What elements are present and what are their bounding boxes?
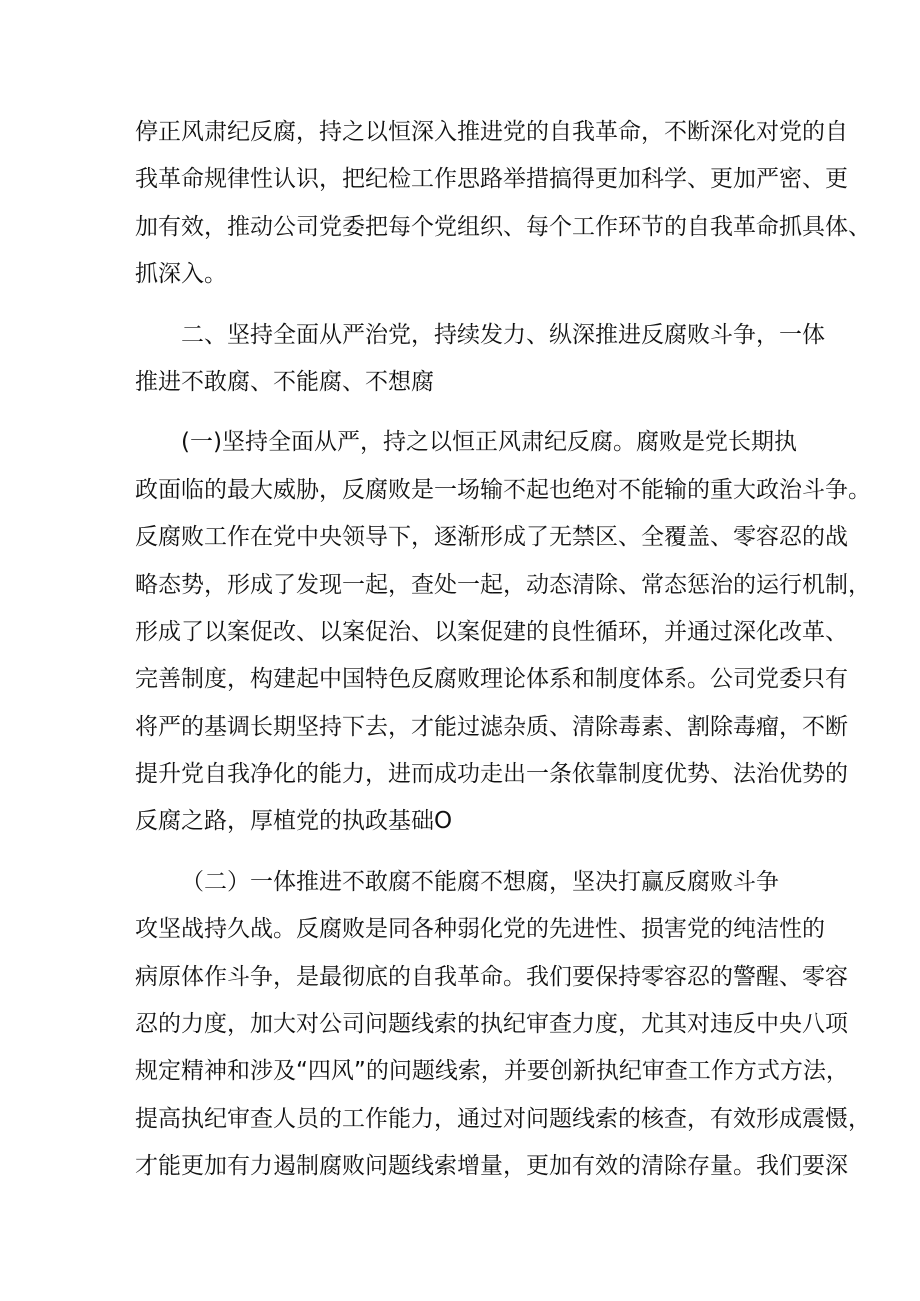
text-line: 政面临的最大威胁，反腐败是一场输不起也绝对不能输的重大政治斗争。: [135, 476, 871, 503]
text-line: 完善制度，构建起中国特色反腐败理论体系和制度体系。公司党委只有: [135, 666, 848, 693]
paragraph-gap: [135, 406, 795, 419]
text-line: (一)坚持全面从严，持之以恒正风肃纪反腐。腐败是党长期执: [181, 429, 797, 456]
text-line: 反腐败工作在党中央领导下，逐渐形成了无禁区、全覆盖、零容忍的战: [135, 524, 848, 551]
text-line: 提升党自我净化的能力，进而成功走出一条依靠制度优势、法治优势的: [135, 761, 848, 788]
text-line: （二）一体推进不敢腐不能腐不想腐，坚决打赢反腐败斗争: [181, 868, 779, 895]
text-line: 形成了以案促改、以案促治、以案促建的良性循环，并通过深化改革、: [135, 618, 848, 645]
text-line: 反腐之路，厚植党的执政基础O: [135, 808, 453, 835]
paragraph-gap: [135, 846, 795, 859]
text-line: 规定精神和涉及“四风”的问题线索，并要创新执纪审查工作方式方法，: [135, 1058, 849, 1085]
paragraph-continued: [135, 109, 871, 299]
text-line: 推进不敢腐、不能腐、不想腐: [135, 368, 434, 395]
paragraph-subsection-2: [135, 859, 871, 1191]
paragraph-subsection-1: [135, 419, 871, 846]
text-line: 停正风肃纪反腐，持之以恒深入推进党的自我革命，不断深化对党的自: [135, 119, 848, 145]
text-line: 攻坚战持久战。反腐败是同各种弱化党的先进性、损害党的纯洁性的: [135, 916, 825, 943]
text-line: 才能更加有力遏制腐败问题线索增量，更加有效的清除存量。我们要深: [135, 1153, 848, 1180]
document-body: [135, 109, 871, 1191]
section-heading-2: [135, 312, 825, 407]
text-line: 略态势，形成了发现一起，查处一起，动态清除、常态惩治的运行机制，: [135, 571, 871, 598]
text-line: 忍的力度，加大对公司问题线索的执纪审查力度，尤其对违反中央八项: [135, 1011, 848, 1038]
text-line: 加有效，推动公司党委把每个党组织、每个工作环节的自我革命抓具体、: [135, 213, 871, 240]
text-line: 抓深入。: [135, 261, 227, 288]
text-line: 二、坚持全面从严治党，持续发力、纵深推进反腐败斗争，一体: [181, 321, 825, 348]
text-line: 病原体作斗争，是最彻底的自我革命。我们要保持零容忍的警醒、零容: [135, 963, 848, 990]
text-line: 我革命规律性认识，把纪检工作思路举措搞得更加科学、更加严密、更: [135, 166, 848, 193]
text-line: 提高执纪审查人员的工作能力，通过对问题线索的核查，有效形成震慑，: [135, 1105, 871, 1132]
text-line: 将严的基调长期坚持下去，才能过滤杂质、清除毒素、割除毒瘤，不断: [135, 713, 848, 740]
paragraph-gap: [135, 299, 795, 312]
